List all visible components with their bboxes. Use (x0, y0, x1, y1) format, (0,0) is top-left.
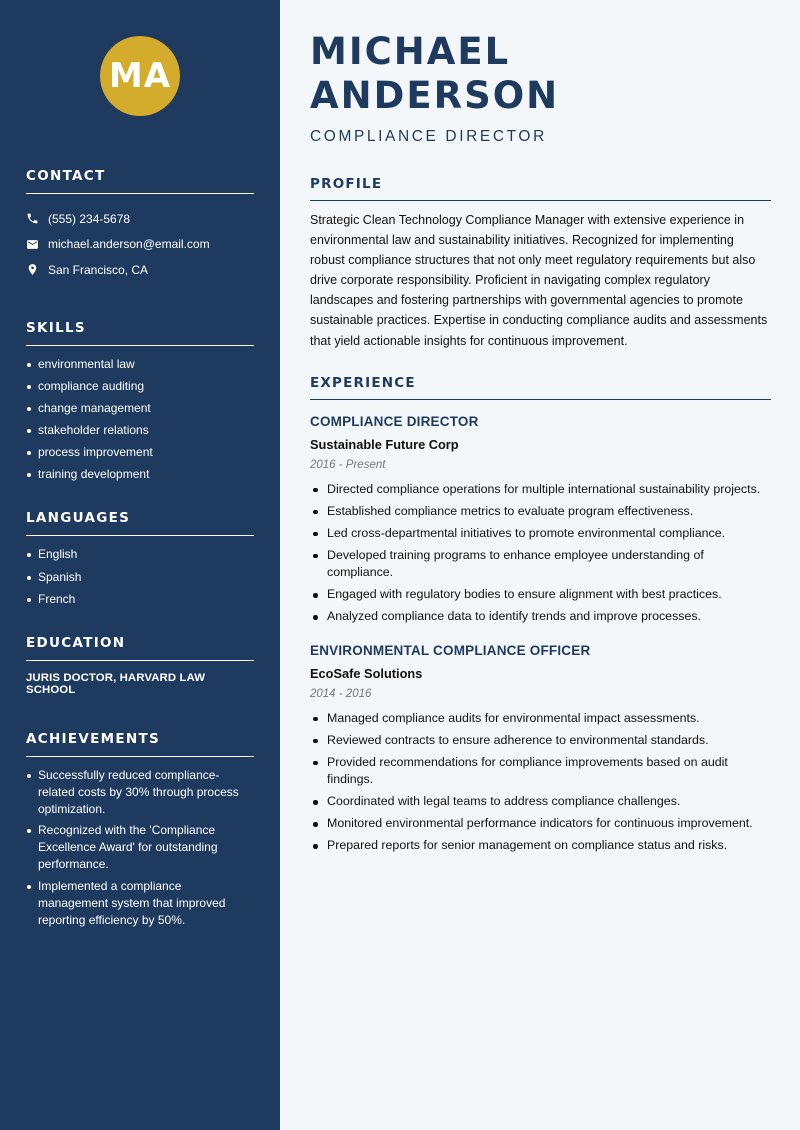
education-heading: EDUCATION (26, 635, 254, 661)
job-bullet: Prepared reports for senior management on compliance status and risks. (310, 837, 771, 855)
contact-list (26, 206, 254, 283)
avatar: MA (100, 36, 180, 116)
skill-item: stakeholder relations (26, 422, 254, 439)
email-icon (26, 238, 39, 251)
job-title: ENVIRONMENTAL COMPLIANCE OFFICER (310, 642, 591, 658)
skills-heading: SKILLS (26, 320, 254, 346)
achievements-heading: ACHIEVEMENTS (26, 731, 254, 757)
location-text: San Francisco, CA (48, 262, 149, 277)
language-item: English (26, 546, 254, 563)
job-entry (310, 643, 771, 855)
job-dates: 2016 - Present (310, 458, 386, 471)
job-title: COMPLIANCE DIRECTOR (310, 413, 479, 429)
job-dates: 2014 - 2016 (310, 687, 372, 700)
contact-phone (26, 206, 254, 232)
profile-section (310, 176, 771, 351)
achievements-section (26, 731, 254, 929)
languages-section (26, 510, 254, 607)
job-entry (310, 414, 771, 626)
job-company: EcoSafe Solutions (310, 665, 423, 681)
skill-item: environmental law (26, 356, 254, 373)
job-bullets (310, 710, 771, 855)
education-entry: JURIS DOCTOR, HARVARD LAW SCHOOL (26, 671, 206, 696)
achievement-item: Implemented a compliance management system that improved reporting efficiency by 50%. (26, 878, 254, 929)
job-bullet: Developed training programs to enhance employee understanding of compliance. (310, 547, 771, 582)
achievements-list (26, 767, 254, 929)
sidebar (0, 0, 280, 1130)
profile-text: Strategic Clean Technology Compliance Manager with extensive experience in environmental law and sustainability initiatives. Recognized for implementing robust compliance structures that not only meet regulatory requirements but also drive corporate responsibility. Proficient in navigating complex regulatory landscapes and fostering partnerships with governmental agencies to promote sustainable practices. Expertise in conducting compliance audits and assessments that yield actionable insights for continuous improvement. (310, 213, 768, 348)
skill-item: training development (26, 466, 254, 483)
job-bullet: Managed compliance audits for environmental impact assessments. (310, 710, 771, 728)
job-bullet: Coordinated with legal teams to address compliance challenges. (310, 793, 771, 811)
candidate-title: COMPLIANCE DIRECTOR (310, 128, 547, 145)
experience-section (310, 375, 771, 855)
skill-item: process improvement (26, 444, 254, 461)
job-bullet: Provided recommendations for compliance improvements based on audit findings. (310, 754, 771, 789)
profile-heading: PROFILE (310, 176, 771, 201)
phone-icon (26, 212, 39, 225)
job-company: Sustainable Future Corp (310, 436, 459, 452)
contact-location (26, 257, 254, 283)
achievement-item: Successfully reduced compliance-related costs by 30% through process optimization. (26, 767, 254, 818)
job-bullet: Reviewed contracts to ensure adherence to environmental standards. (310, 732, 771, 750)
location-pin-icon (26, 263, 39, 276)
job-bullet: Directed compliance operations for multiple international sustainability projects. (310, 481, 771, 499)
job-bullet: Monitored environmental performance indicators for continuous improvement. (310, 815, 771, 833)
skills-list (26, 356, 254, 484)
job-bullet: Analyzed compliance data to identify trends and improve processes. (310, 608, 771, 626)
skill-item: compliance auditing (26, 378, 254, 395)
experience-heading: EXPERIENCE (310, 375, 771, 400)
job-bullet: Established compliance metrics to evaluate program effectiveness. (310, 503, 771, 521)
contact-email (26, 232, 254, 258)
candidate-name: MICHAEL ANDERSON (310, 30, 560, 117)
skills-section (26, 320, 254, 484)
skill-item: change management (26, 400, 254, 417)
contact-section (26, 168, 254, 283)
language-item: Spanish (26, 569, 254, 586)
email-text[interactable]: michael.anderson@email.com (48, 237, 210, 252)
main-content (280, 0, 800, 1130)
job-bullet: Engaged with regulatory bodies to ensure alignment with best practices. (310, 586, 771, 604)
contact-heading: CONTACT (26, 168, 254, 194)
job-bullet: Led cross-departmental initiatives to promote environmental compliance. (310, 525, 771, 543)
achievement-item: Recognized with the 'Compliance Excellence Award' for outstanding performance. (26, 822, 254, 873)
phone-text[interactable]: (555) 234-5678 (48, 211, 131, 226)
languages-list (26, 546, 254, 607)
languages-heading: LANGUAGES (26, 510, 254, 536)
education-section (26, 635, 254, 696)
language-item: French (26, 591, 254, 608)
job-bullets (310, 481, 771, 626)
